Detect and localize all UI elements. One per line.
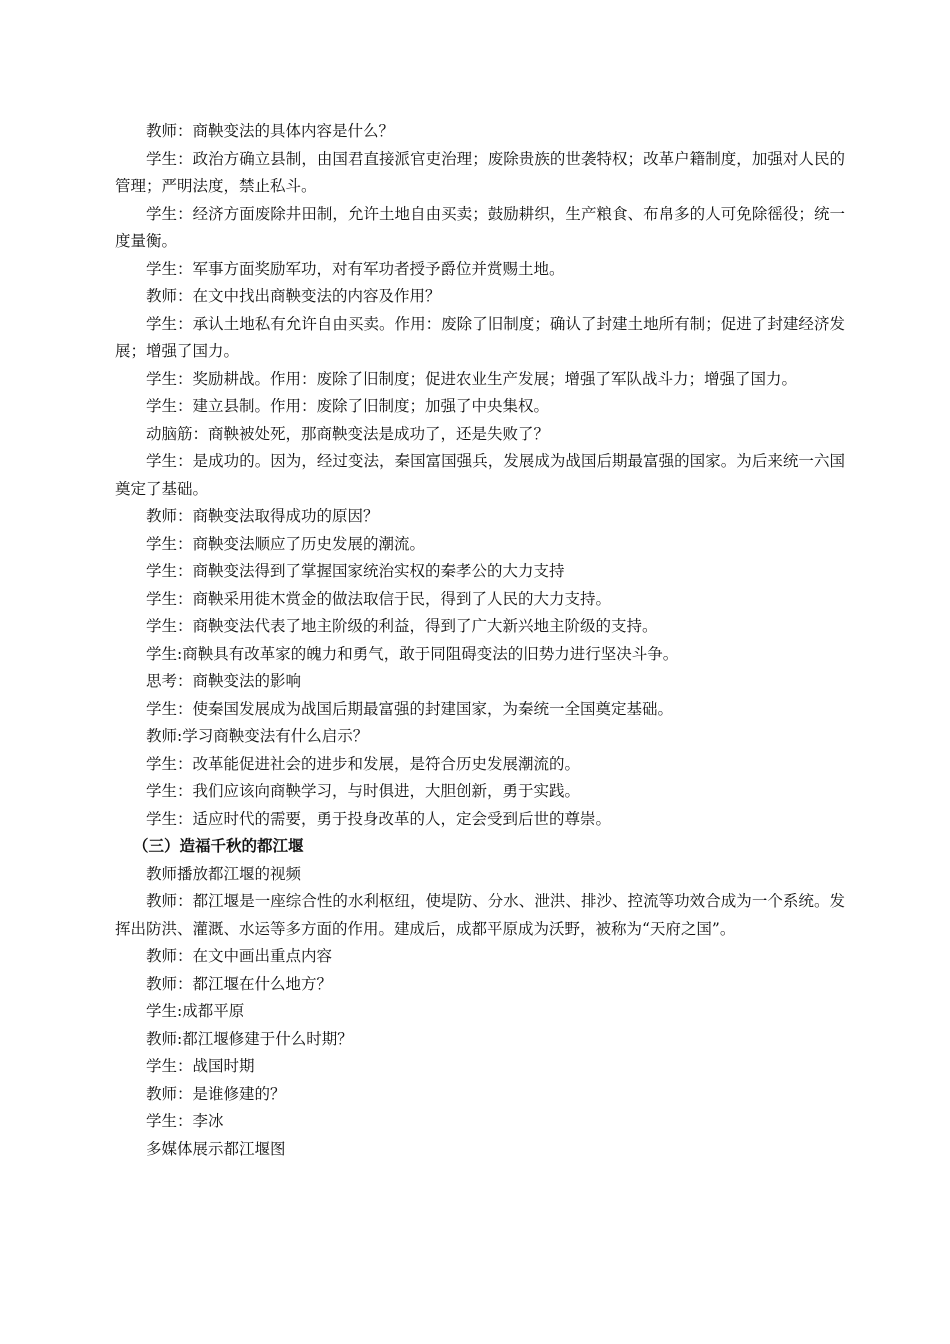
paragraph: 学生：使秦国发展成为战国后期最富强的封建国家，为秦统一全国奠定基础。 — [146, 699, 674, 718]
paragraph: 学生：奖励耕战。作用：废除了旧制度；促进农业生产发展；增强了军队战斗力；增强了国力。 — [146, 369, 798, 388]
paragraph: 教师：都江堰在什么地方？ — [146, 974, 333, 993]
paragraph: 学生：是成功的。因为，经过变法，秦国富国强兵，发展成为战国后期最富强的国家。为后来统一六国奠定了基础。 — [115, 452, 845, 498]
paragraph: 思考：商鞅变法的影响 — [146, 672, 302, 690]
paragraph: 教师：都江堰是一座综合性的水利枢纽，使堤防、分水、泄洪、排沙、控流等功效合成为一个系统。发挥出防洪、灌溉、水运等多方面的作用。建成后，成都平原成为沃野，被称为“天府之国”。 — [115, 892, 845, 938]
paragraph: 学生：经济方面废除井田制，允许土地自由买卖；鼓励耕织，生产粮食、布帛多的人可免除徭役；统一度量衡。 — [115, 204, 845, 250]
paragraph: 学生：商鞅变法顺应了历史发展的潮流。 — [146, 534, 426, 553]
paragraph: 教师:学习商鞅变法有什么启示？ — [146, 727, 369, 745]
paragraph: 学生：适应时代的需要，勇于投身改革的人，定会受到后世的尊崇。 — [146, 809, 612, 828]
paragraph: 学生：建立县制。作用：废除了旧制度；加强了中央集权。 — [146, 397, 550, 415]
paragraph: 教师：是谁修建的？ — [146, 1084, 286, 1103]
section-heading: （三）造福千秋的都江堰 — [133, 837, 304, 855]
paragraph: 学生:成都平原 — [146, 1002, 245, 1020]
document-page — [115, 118, 845, 1163]
paragraph: 学生：商鞅变法得到了掌握国家统治实权的秦孝公的大力支持 — [146, 562, 565, 580]
paragraph: 学生：政治方确立县制，由国君直接派官吏治理；废除贵族的世袭特权；改革户籍制度，加强对人民的管理；严明法度，禁止私斗。 — [115, 149, 845, 195]
paragraph: 学生：我们应该向商鞅学习，与时俱进，大胆创新，勇于实践。 — [146, 782, 581, 800]
paragraph: 学生：改革能促进社会的进步和发展，是符合历史发展潮流的。 — [146, 754, 581, 773]
paragraph: 教师:都江堰修建于什么时期？ — [146, 1029, 353, 1048]
paragraph: 动脑筋：商鞅被处死，那商鞅变法是成功了，还是失败了？ — [146, 424, 550, 443]
paragraph: 学生：军事方面奖励军功，对有军功者授予爵位并赏赐土地。 — [146, 259, 565, 278]
paragraph: 教师：在文中画出重点内容 — [146, 947, 333, 965]
paragraph: 学生：商鞅采用徙木赏金的做法取信于民，得到了人民的大力支持。 — [146, 589, 612, 608]
paragraph: 教师：商鞅变法取得成功的原因？ — [146, 507, 379, 525]
paragraph: 学生：商鞅变法代表了地主阶级的利益，得到了广大新兴地主阶级的支持。 — [146, 617, 658, 635]
paragraph: 学生：承认土地私有允许自由买卖。作用：废除了旧制度；确认了封建土地所有制；促进了封建经济发展；增强了国力。 — [115, 314, 845, 360]
paragraph: 教师：商鞅变法的具体内容是什么？ — [146, 122, 395, 140]
paragraph: 学生：战国时期 — [146, 1057, 255, 1075]
paragraph: 教师播放都江堰的视频 — [146, 864, 302, 883]
paragraph: 学生：李冰 — [146, 1112, 224, 1130]
paragraph: 教师：在文中找出商鞅变法的内容及作用？ — [146, 287, 441, 305]
paragraph: 多媒体展示都江堰图 — [146, 1139, 286, 1158]
paragraph: 学生:商鞅具有改革家的魄力和勇气，敢于同阻碍变法的旧势力进行坚决斗争。 — [146, 644, 679, 663]
